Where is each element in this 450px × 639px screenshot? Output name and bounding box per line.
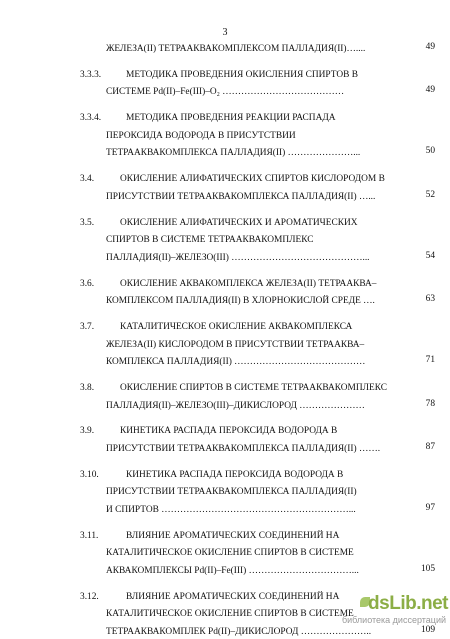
- toc-entry-page: 50: [425, 146, 435, 157]
- toc-entry-line: ЖЕЛЕЗА(II) КИСЛОРОДОМ В ПРИСУТСТВИИ ТЕТРААКВА–: [106, 339, 365, 350]
- watermark-subtitle: библиотека диссертаций: [341, 615, 446, 625]
- toc-entry-line: АКВАКОМПЛЕКСЫ Pd(II)–Fe(III) ……………………………...: [106, 565, 359, 576]
- toc-entry-line: КАТАЛИТИЧЕСКОЕ ОКИСЛЕНИЕ СПИРТОВ В СИСТЕМЕ: [106, 548, 354, 559]
- toc-entry-line: ПРИСУТСТВИИ ТЕТРААКВАКОМПЛЕКСА ПАЛЛАДИЯ(II) …...: [106, 191, 376, 202]
- toc-entry-page: 78: [425, 398, 435, 409]
- toc-entry-line: СИСТЕМЕ Pd(II)–Fe(III)–O₂ …………………………………: [106, 87, 345, 98]
- toc-entry-line: ТЕТРААКВАКОМПЛЕКСА ПАЛЛАДИЯ(II) …………………...: [106, 148, 361, 159]
- toc-entry-line: ПЕРОКСИДА ВОДОРОДА В ПРИСУТСТВИИ: [106, 130, 296, 141]
- toc-entry-line: ВЛИЯНИЕ АРОМАТИЧЕСКИХ СОЕДИНЕНИЙ НА: [126, 591, 340, 602]
- toc-entry-line: ОКИСЛЕНИЕ АЛИФАТИЧЕСКИХ И АРОМАТИЧЕСКИХ: [120, 217, 358, 228]
- toc-entry-line: ОКИСЛЕНИЕ АКВАКОМПЛЕКСА ЖЕЛЕЗА(II) ТЕТРААКВА–: [120, 278, 377, 289]
- toc-entry-number: 3.12.: [80, 591, 99, 602]
- toc-entry-number: 3.11.: [80, 530, 99, 541]
- toc-entry-line: СПИРТОВ В СИСТЕМЕ ТЕТРААКВАКОМПЛЕКС: [106, 235, 314, 246]
- toc-entry-number: 3.6.: [80, 278, 95, 289]
- toc-entry-number: 3.5.: [80, 217, 95, 228]
- toc-entry-line: ПРИСУТСТВИИ ТЕТРААКВАКОМПЛЕКСА ПАЛЛАДИЯ(II): [106, 487, 357, 498]
- toc-entry-line: КИНЕТИКА РАСПАДА ПЕРОКСИДА ВОДОРОДА В: [120, 426, 338, 437]
- toc-entry-number: 3.7.: [80, 322, 95, 332]
- toc-entry-line: КАТАЛИТИЧЕСКОЕ ОКИСЛЕНИЕ АКВАКОМПЛЕКСА: [120, 322, 353, 332]
- toc-entry-page: 71: [425, 355, 435, 366]
- toc-entry-line: КИНЕТИКА РАСПАДА ПЕРОКСИДА ВОДОРОДА В: [126, 469, 344, 480]
- toc-entry-line: ТЕТРААКВАКОМПЛЕК Pd(II)–ДИКИСЛОРОД …………………..: [106, 626, 372, 637]
- toc-entry-line: ВЛИЯНИЕ АРОМАТИЧЕСКИХ СОЕДИНЕНИЙ НА: [126, 530, 340, 541]
- toc-entry-line: ОКИСЛЕНИЕ СПИРТОВ В СИСТЕМЕ ТЕТРААКВАКОМПЛЕКС: [120, 383, 388, 393]
- toc-entry-number: 3.8.: [80, 383, 95, 393]
- toc-entry-line: МЕТОДИКА ПРОВЕДЕНИЯ ОКИСЛЕНИЯ СПИРТОВ В: [126, 69, 358, 80]
- toc-entry-page: 87: [425, 441, 435, 452]
- toc-entry-page: 105: [420, 563, 435, 574]
- toc-entry-page: 54: [425, 250, 435, 261]
- toc-entry-line: ЖЕЛЕЗА(II) ТЕТРААКВАКОМПЛЕКСОМ ПАЛЛАДИЯ(II)…....: [106, 44, 366, 54]
- toc-entry-number: 3.3.3.: [80, 69, 102, 80]
- toc-entry-number: 3.3.4.: [80, 113, 102, 124]
- toc-entry-number: 3.10.: [80, 469, 99, 480]
- toc-entry-page: 49: [425, 85, 435, 96]
- toc-entry-line: И СПИРТОВ ……………………………………………………...: [106, 504, 356, 515]
- toc-entry-page: 109: [420, 624, 435, 635]
- toc-entry-line: КАТАЛИТИЧЕСКОЕ ОКИСЛЕНИЕ СПИРТОВ В СИСТЕМЕ: [106, 609, 354, 620]
- toc-entry-line: ОКИСЛЕНИЕ АЛИФАТИЧЕСКИХ СПИРТОВ КИСЛОРОДОМ В: [120, 174, 385, 185]
- toc-entry-number: 3.4.: [80, 174, 95, 185]
- toc-entry-line: ПАЛЛАДИЯ(II)–ЖЕЛЕЗО(III)–ДИКИСЛОРОД …………………: [106, 400, 365, 411]
- watermark: [341, 593, 448, 629]
- toc-entry-line: ПРИСУТСТВИИ ТЕТРААКВАКОМПЛЕКСА ПАЛЛАДИЯ(II) …….: [106, 443, 381, 454]
- toc-entry-number: 3.9.: [80, 426, 95, 437]
- toc-entry-line: КОМПЛЕКСОМ ПАЛЛАДИЯ(II) В ХЛОРНОКИСЛОЙ СРЕДЕ ….: [106, 296, 375, 307]
- page-number: 3: [222, 27, 228, 38]
- toc-entry-page: 97: [425, 502, 435, 513]
- toc-entry-line: КОМПЛЕКСА ПАЛЛАДИЯ(II) ……………………………………: [106, 357, 366, 368]
- toc-entry-line: ПАЛЛАДИЯ(II)–ЖЕЛЕЗО(III) ……………………………………...: [106, 252, 370, 263]
- toc-entry-page: 52: [425, 189, 435, 200]
- toc-entry-page: 49: [425, 42, 435, 52]
- toc-entry-page: 63: [425, 294, 435, 305]
- watermark-logo: dsLib.net: [368, 593, 448, 614]
- toc-entry-line: МЕТОДИКА ПРОВЕДЕНИЯ РЕАКЦИИ РАСПАДА: [126, 113, 336, 124]
